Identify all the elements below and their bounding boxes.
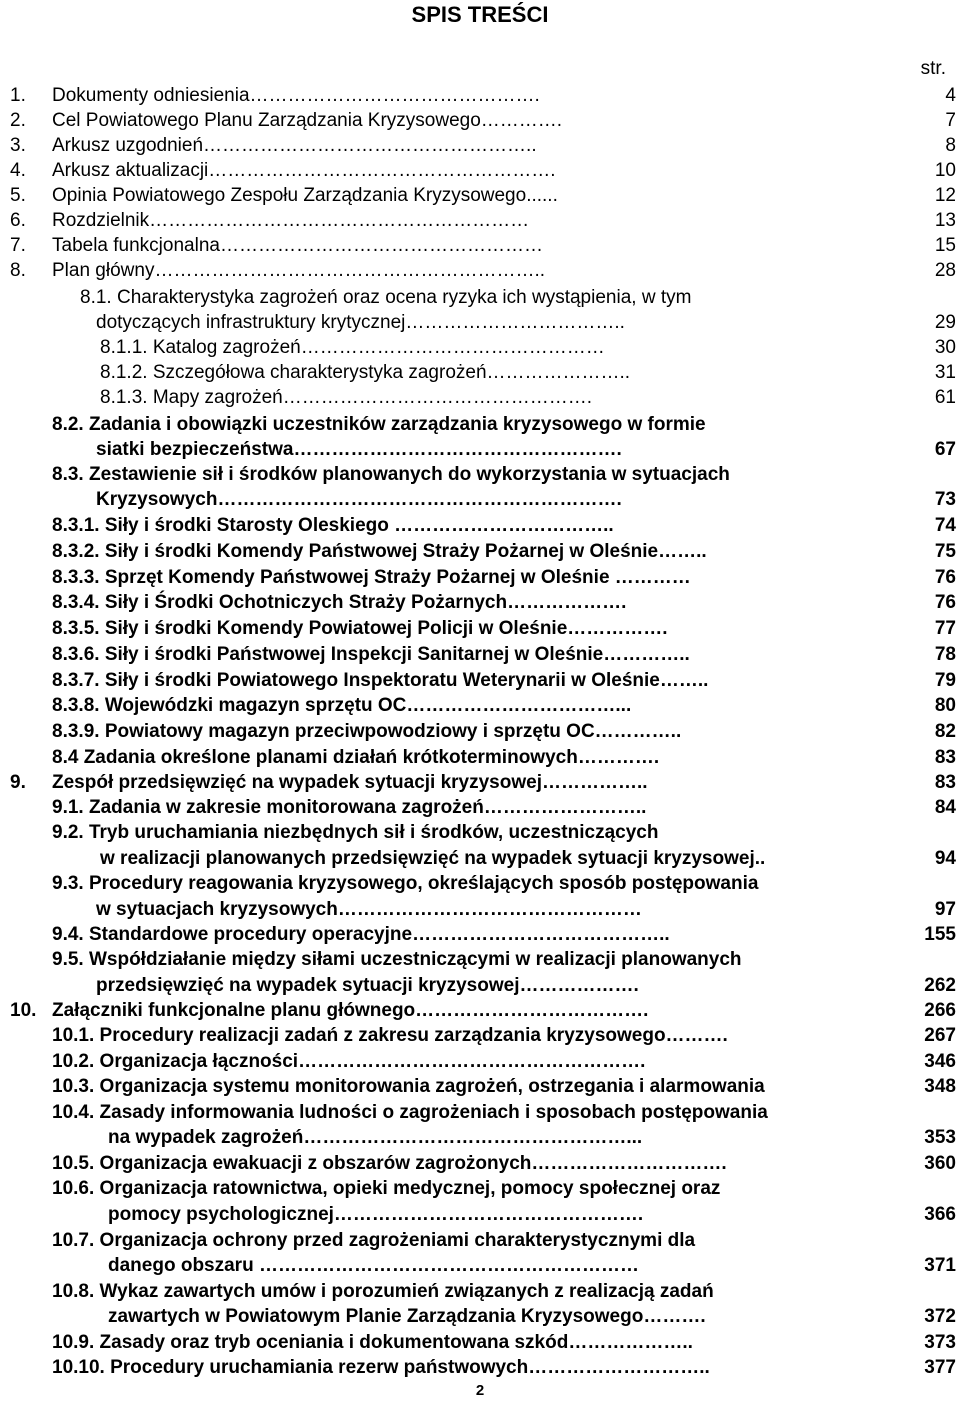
toc-entry-page: 346 (924, 1051, 956, 1072)
toc-entry-page: 30 (934, 337, 956, 358)
toc-entry-title: 8.4 Zadania określone planami działań krótkoterminowych…………. (52, 747, 660, 768)
toc-entry-title: 10.2. Organizacja łączności………………………………………………. (52, 1051, 646, 1072)
toc-entry-title: 8.3.1. Siły i środki Starosty Oleskiego …………………………….. (52, 515, 614, 536)
toc-entry-title: dotyczących infrastruktury krytycznej…………………………….. (96, 312, 625, 333)
toc-entry-title: Dokumenty odniesienia………………………………………. (52, 85, 540, 106)
toc-entry-title: Plan główny…………………………………………………….. (52, 260, 546, 281)
toc-entry-page: 29 (934, 312, 956, 333)
toc-entry-number: 5. (10, 185, 26, 206)
toc-entry-page: 266 (924, 1000, 956, 1021)
toc-entry-title: 10.7. Organizacja ochrony przed zagrożeniami charakterystycznymi dla (52, 1230, 696, 1251)
toc-entry-page: 377 (924, 1357, 956, 1378)
toc-entry-number: 2. (10, 110, 26, 131)
toc-entry-page: 13 (934, 210, 956, 231)
toc-entry-title: 9.5. Współdziałanie między siłami uczestniczącymi w realizacji planowanych (52, 949, 742, 970)
toc-entry-title: Arkusz uzgodnień…………………………………………….. (52, 135, 537, 156)
toc-entry-title: 8.2. Zadania i obowiązki uczestników zarządzania kryzysowego w formie (52, 414, 706, 435)
toc-entry-number: 6. (10, 210, 26, 231)
toc-entry-title: 9.1. Zadania w zakresie monitorowana zagrożeń…………………….. (52, 797, 647, 818)
toc-entry-number: 3. (10, 135, 26, 156)
page-title: SPIS TREŚCI (411, 2, 549, 27)
toc-entry-title: przedsięwzięć na wypadek sytuacji kryzysowej………………. (96, 975, 639, 996)
toc-entry-title: 8.3.6. Siły i środki Państwowej Inspekcji Sanitarnej w Oleśnie………….. (52, 644, 690, 665)
page-number: 2 (475, 1382, 485, 1399)
toc-entry-page: 77 (934, 618, 956, 639)
toc-entry-page: 353 (924, 1127, 956, 1148)
toc-entry-page: 348 (924, 1076, 956, 1097)
toc-entry-number: 4. (10, 160, 26, 181)
toc-entry-title: 9.2. Tryb uruchamiania niezbędnych sił i środków, uczestniczących (52, 822, 659, 843)
toc-entry-page: 75 (934, 541, 956, 562)
toc-entry-title: 8.1. Charakterystyka zagrożeń oraz ocena ryzyka ich wystąpienia, w tym (80, 287, 692, 308)
toc-entry-number: 8. (10, 260, 26, 281)
toc-entry-page: 76 (934, 592, 956, 613)
toc-entry-title: Opinia Powiatowego Zespołu Zarządzania Kryzysowego...... (52, 185, 558, 206)
toc-entry-page: 7 (945, 110, 956, 131)
toc-entry-title: Cel Powiatowego Planu Zarządzania Kryzysowego…………. (52, 110, 563, 131)
toc-entry-title: 8.3.5. Siły i środki Komendy Powiatowej Policji w Oleśnie……………. (52, 618, 668, 639)
toc-entry-number: 7. (10, 235, 26, 256)
toc-entry-page: 360 (924, 1153, 956, 1174)
toc-entry-page: 371 (924, 1255, 956, 1276)
toc-entry-page: 73 (934, 489, 956, 510)
toc-entry-page: 94 (934, 848, 956, 869)
toc-entry-title: Tabela funkcjonalna…………………………………………… (52, 235, 543, 256)
toc-entry-title: 8.3.4. Siły i Środki Ochotniczych Straży Pożarnych………………. (52, 592, 627, 613)
toc-entry-page: 8 (945, 135, 956, 156)
toc-entry-page: 10 (934, 160, 956, 181)
toc-entry-title: 8.3.9. Powiatowy magazyn przeciwpowodziowy i sprzętu OC………….. (52, 721, 682, 742)
toc-entry-title: 10.4. Zasady informowania ludności o zagrożeniach i sposobach postępowania (52, 1102, 768, 1123)
toc-entry-title: 8.1.3. Mapy zagrożeń…………………………………………. (100, 387, 592, 408)
toc-entry-page: 97 (934, 899, 956, 920)
toc-entry-page: 61 (934, 387, 956, 408)
toc-entry-title: 8.3.8. Wojewódzki magazyn sprzętu OC……………………………... (52, 695, 632, 716)
toc-entry-page: 4 (945, 85, 956, 106)
toc-entry-number: 1. (10, 85, 26, 106)
toc-entry-title: Rozdzielnik…………………………………………………… (52, 210, 530, 231)
toc-entry-title: 8.3. Zestawienie sił i środków planowanych do wykorzystania w sytuacjach (52, 464, 730, 485)
toc-entry-page: 155 (924, 924, 956, 945)
toc-entry-title: 8.1.1. Katalog zagrożeń………………………………………… (100, 337, 605, 358)
toc-entry-title: 10.8. Wykaz zawartych umów i porozumień związanych z realizacją zadań (52, 1281, 714, 1302)
toc-entry-page: 83 (934, 772, 956, 793)
toc-entry-title: Zespół przedsięwzięć na wypadek sytuacji kryzysowej…………….. (52, 772, 648, 793)
toc-entry-title: pomocy psychologicznej…………………………………………. (108, 1204, 644, 1225)
toc-entry-title: 8.1.2. Szczegółowa charakterystyka zagrożeń………………….. (100, 362, 631, 383)
toc-entry-title: zawartych w Powiatowym Planie Zarządzania Kryzysowego………. (108, 1306, 706, 1327)
toc-entry-page: 78 (934, 644, 956, 665)
toc-entry-title: 10.9. Zasady oraz tryb oceniania i dokumentowana szkód……………….. (52, 1332, 693, 1353)
toc-entry-title: 8.3.3. Sprzęt Komendy Państwowej Straży Pożarnej w Oleśnie ………… (52, 567, 691, 588)
toc-entry-title: 9.4. Standardowe procedury operacyjne………………………………….. (52, 924, 670, 945)
toc-entry-page: 28 (934, 260, 956, 281)
toc-entry-page: 82 (934, 721, 956, 742)
toc-entry-page: 80 (934, 695, 956, 716)
toc-entry-title: danego obszaru …………………………………………………… (108, 1255, 639, 1276)
toc-entry-title: 8.3.7. Siły i środki Powiatowego Inspektoratu Weterynarii w Oleśnie…….. (52, 670, 709, 691)
toc-entry-number: 9. (10, 772, 26, 793)
toc-entry-page: 15 (934, 235, 956, 256)
toc-entry-title: Załączniki funkcjonalne planu głównego………………………………. (52, 1000, 649, 1021)
toc-entry-page: 84 (934, 797, 956, 818)
toc-entry-title: 10.6. Organizacja ratownictwa, opieki medycznej, pomocy społecznej oraz (52, 1178, 721, 1199)
toc-entry-title: 9.3. Procedury reagowania kryzysowego, określających sposób postępowania (52, 873, 759, 894)
toc-entry-title: na wypadek zagrożeń……………………………………………... (108, 1127, 643, 1148)
toc-entry-title: 10.3. Organizacja systemu monitorowania zagrożeń, ostrzegania i alarmowania (52, 1076, 765, 1097)
toc-entry-title: 10.10. Procedury uruchamiania rezerw państwowych……………………….. (52, 1357, 710, 1378)
toc-entry-page: 79 (934, 670, 956, 691)
toc-entry-title: Arkusz aktualizacji………………………………………………. (52, 160, 556, 181)
toc-entry-page: 83 (934, 747, 956, 768)
toc-entry-page: 74 (934, 515, 956, 536)
toc-entry-title: 10.5. Organizacja ewakuacji z obszarów zagrożonych…………………………. (52, 1153, 727, 1174)
toc-entry-title: 10.1. Procedury realizacji zadań z zakresu zarządzania kryzysowego………. (52, 1025, 728, 1046)
toc-entry-page: 262 (924, 975, 956, 996)
toc-entry-title: w realizacji planowanych przedsięwzięć na wypadek sytuacji kryzysowej.. (100, 848, 766, 869)
toc-entry-page: 373 (924, 1332, 956, 1353)
toc-entry-title: 8.3.2. Siły i środki Komendy Państwowej Straży Pożarnej w Oleśnie…….. (52, 541, 707, 562)
toc-entry-number: 10. (10, 1000, 37, 1021)
toc-entry-page: 12 (934, 185, 956, 206)
toc-entry-title: w sytuacjach kryzysowych………………………………………… (96, 899, 642, 920)
toc-entry-title: Kryzysowych………………………………………………………. (96, 489, 622, 510)
toc-entry-title: siatki bezpieczeństwa……………………………………………. (96, 439, 622, 460)
toc-entry-page: 267 (924, 1025, 956, 1046)
toc-entry-page: 372 (924, 1306, 956, 1327)
toc-entry-page: 31 (934, 362, 956, 383)
toc-entry-page: 76 (934, 567, 956, 588)
toc-entry-page: 366 (924, 1204, 956, 1225)
page-column-label: str. (920, 58, 946, 79)
toc-entry-page: 67 (934, 439, 956, 460)
